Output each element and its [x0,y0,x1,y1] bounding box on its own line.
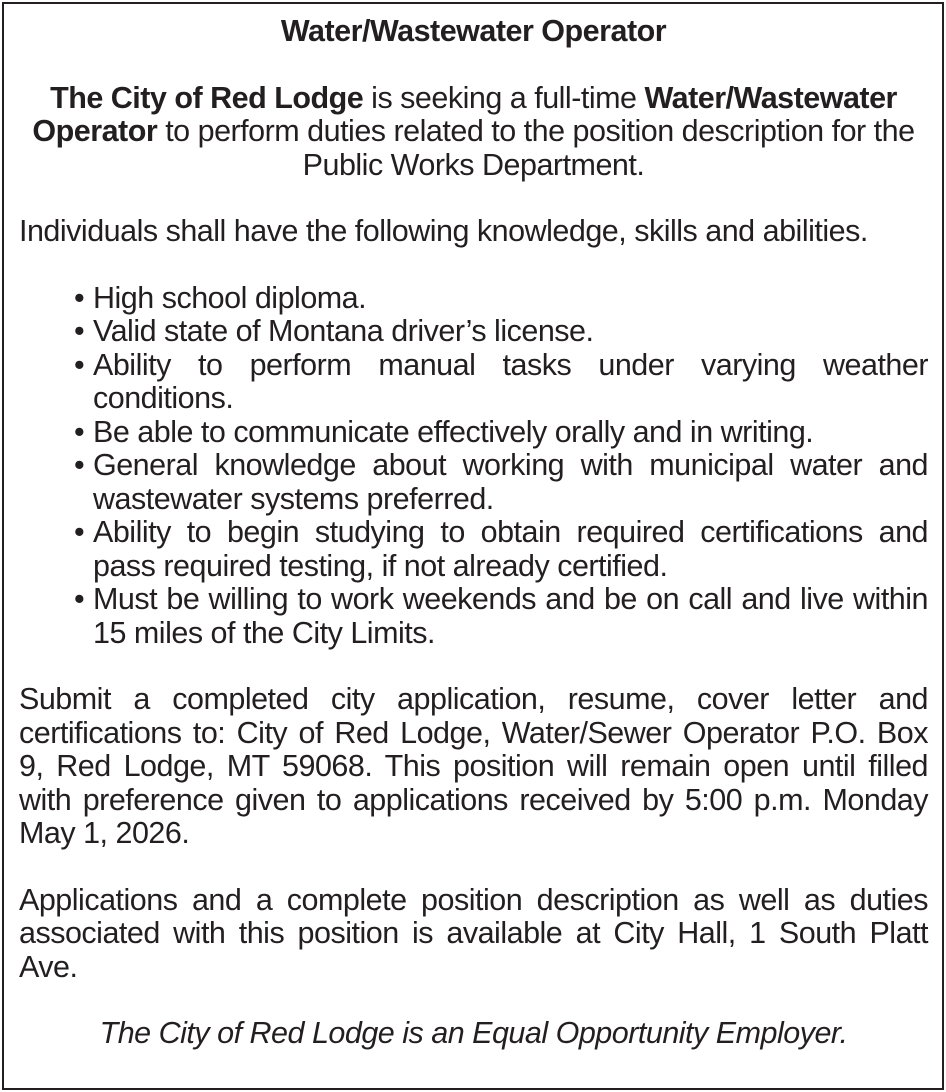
list-item-text: High school diploma. [93,280,367,315]
list-item-text: General knowledge about working with municipal water and wastewater systems preferred. [93,448,928,516]
list-item-text: Be able to communicate effectively orally and in writing. [93,414,814,449]
intro-text-2: to perform duties related to the position description for the Public Works Department. [157,114,915,182]
bullet-icon: • [74,347,85,382]
availability-info: Applications and a complete position description as well as duties associated with this position is available at City Hall, 1 South Platt Ave. [19,882,928,984]
intro-text-1: is seeking a full-time [363,80,645,115]
list-item [74,582,928,650]
ad-title: Water/Wastewater Operator [280,14,667,48]
intro-paragraph [19,82,928,183]
list-item [74,515,928,583]
eoe-statement: The City of Red Lodge is an Equal Opportunity Employer. [99,1016,848,1050]
list-item-text: Must be willing to work weekends and be on call and live within 15 miles of the City Limits. [93,582,928,650]
job-ad [2,2,944,1090]
list-item-text: Ability to begin studying to obtain required certifications and pass required testing, if not already certified. [93,515,928,583]
list-item [74,314,928,349]
list-item-text: Ability to perform manual tasks under varying weather conditions. [93,347,928,415]
list-item [74,347,928,416]
bullet-icon: • [74,414,85,449]
list-item [74,448,928,516]
bullet-icon: • [74,280,85,315]
list-item [74,280,928,316]
list-item-text: Valid state of Montana driver’s license. [93,314,594,348]
submit-instructions: Submit a completed city application, resume, cover letter and certifications to: City of Red Lodge, Water/Sewer Operator P.O. Box 9, Red Lodge, MT 59068. This position will remain open until filled with preference given to applications received by 5:00 p.m. Monday May 1, 2026. [19,682,928,850]
bullet-icon: • [74,448,85,482]
employer-name: The City of Red Lodge [50,80,364,115]
list-item [74,414,928,450]
requirements-lead: Individuals shall have the following knowledge, skills and abilities. [19,214,868,248]
bullet-icon: • [74,582,85,616]
bullet-icon: • [74,314,85,348]
position-name: Water/Wastewater Operator [32,80,897,148]
bullet-icon: • [74,515,85,549]
requirements-list [19,282,928,651]
